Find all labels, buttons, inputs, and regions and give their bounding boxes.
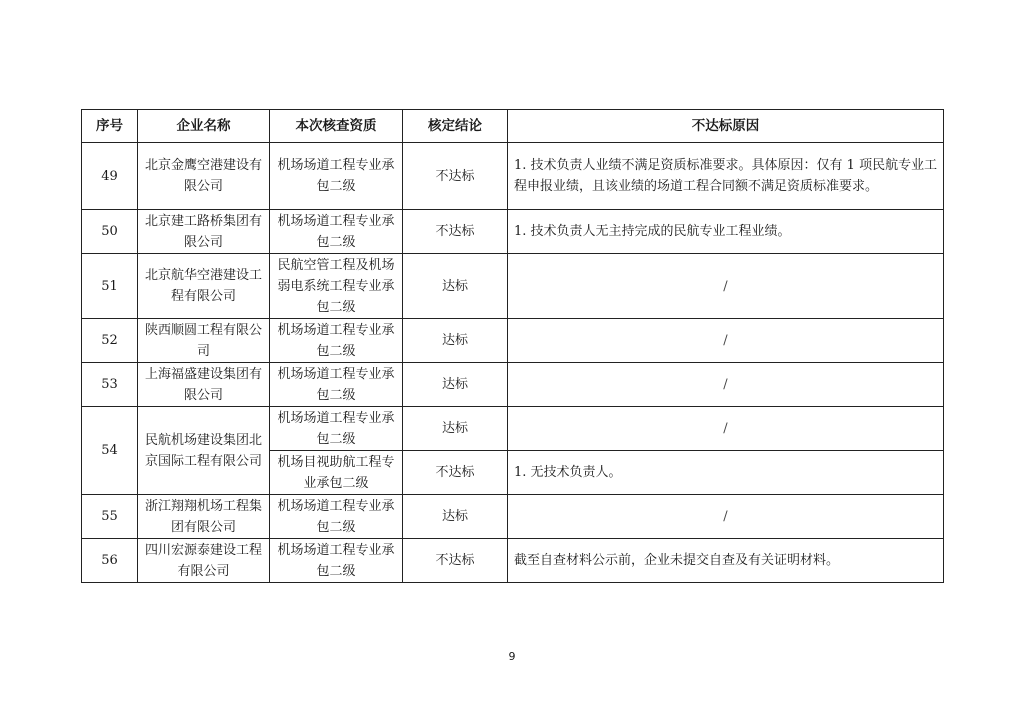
row-result: 达标 [403,319,508,363]
table-row [82,539,944,583]
col-header-company: 企业名称 [138,110,270,143]
table-row [82,254,944,319]
row-result: 达标 [403,495,508,539]
row-reason: 1. 技术负责人业绩不满足资质标准要求。具体原因：仅有 1 项民航专业工程申报业绩，且该业绩的场道工程合同额不满足资质标准要求。 [508,143,944,210]
row-no: 55 [82,495,138,539]
row-qualification: 机场场道工程专业承包二级 [270,319,403,363]
row-no: 54 [82,407,138,495]
row-no: 52 [82,319,138,363]
row-company: 上海福盛建设集团有限公司 [138,363,270,407]
row-result: 不达标 [403,210,508,254]
row-qualification: 机场场道工程专业承包二级 [270,407,403,451]
table-row [82,407,944,451]
row-no: 56 [82,539,138,583]
col-header-no: 序号 [82,110,138,143]
row-reason: / [508,319,944,363]
page-number: 9 [508,650,516,663]
table-header-row [82,110,944,143]
row-result: 达标 [403,254,508,319]
table-row [82,363,944,407]
row-no: 49 [82,143,138,210]
row-result: 不达标 [403,143,508,210]
row-company: 北京航华空港建设工程有限公司 [138,254,270,319]
row-reason: / [508,254,944,319]
row-qualification: 机场场道工程专业承包二级 [270,210,403,254]
row-company: 四川宏源泰建设工程有限公司 [138,539,270,583]
col-header-qualification: 本次核查资质 [270,110,403,143]
table-row [82,495,944,539]
table-row [82,210,944,254]
row-result: 达标 [403,363,508,407]
row-company: 民航机场建设集团北京国际工程有限公司 [138,407,270,495]
row-company: 北京建工路桥集团有限公司 [138,210,270,254]
row-result: 达标 [403,407,508,451]
row-qualification: 民航空管工程及机场弱电系统工程专业承包二级 [270,254,403,319]
col-header-reason: 不达标原因 [508,110,944,143]
row-no: 53 [82,363,138,407]
row-result: 不达标 [403,451,508,495]
table-row [82,143,944,210]
row-company: 浙江翔翔机场工程集团有限公司 [138,495,270,539]
row-qualification: 机场场道工程专业承包二级 [270,539,403,583]
row-no: 50 [82,210,138,254]
row-reason: / [508,407,944,451]
row-reason: / [508,363,944,407]
row-reason: / [508,495,944,539]
row-company: 北京金鹰空港建设有限公司 [138,143,270,210]
qualification-table [81,109,944,583]
row-reason: 1. 无技术负责人。 [508,451,944,495]
col-header-result: 核定结论 [403,110,508,143]
row-result: 不达标 [403,539,508,583]
row-qualification: 机场场道工程专业承包二级 [270,495,403,539]
row-company: 陕西顺圆工程有限公司 [138,319,270,363]
row-qualification: 机场目视助航工程专业承包二级 [270,451,403,495]
row-qualification: 机场场道工程专业承包二级 [270,143,403,210]
row-no: 51 [82,254,138,319]
row-reason: 1. 技术负责人无主持完成的民航专业工程业绩。 [508,210,944,254]
row-qualification: 机场场道工程专业承包二级 [270,363,403,407]
row-reason: 截至自查材料公示前，企业未提交自查及有关证明材料。 [508,539,944,583]
table-row [82,319,944,363]
